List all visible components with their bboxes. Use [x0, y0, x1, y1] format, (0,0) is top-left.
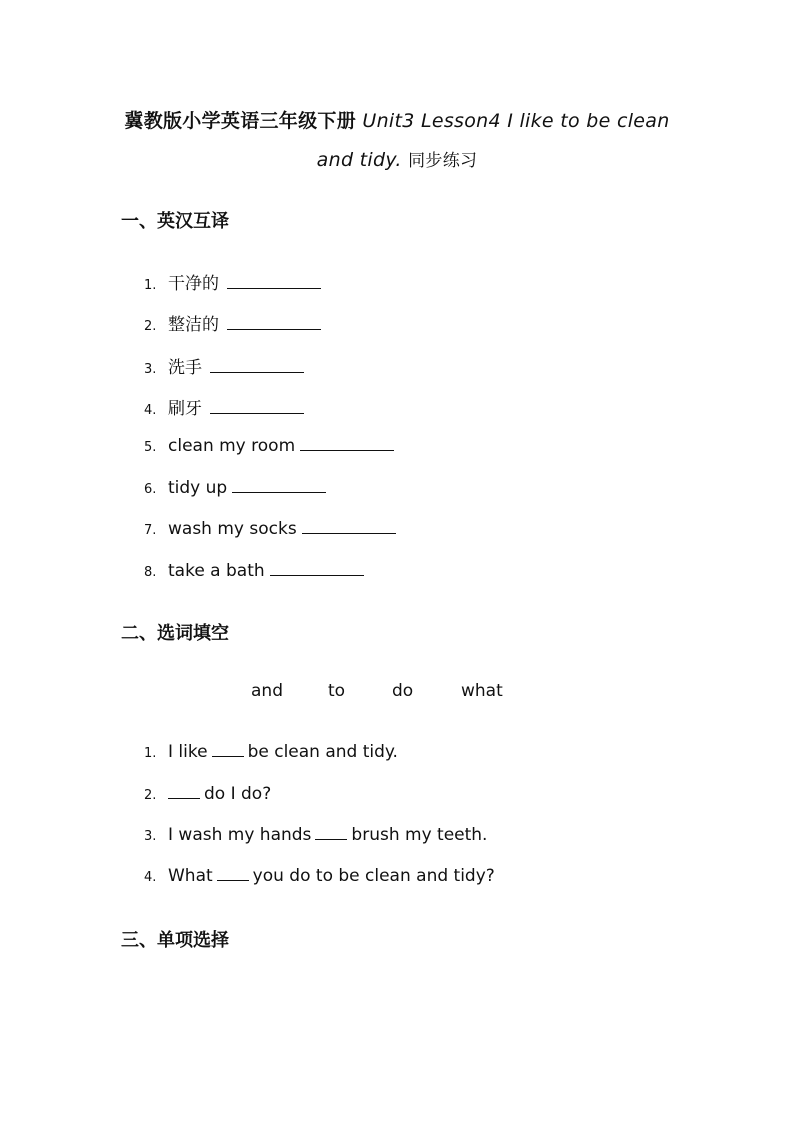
item-text: 洗手: [168, 358, 202, 378]
fill-blank-item: [144, 866, 495, 886]
item-text: take a bath: [168, 561, 265, 581]
translation-item: [144, 436, 394, 456]
item-text: 干净的: [168, 274, 219, 294]
section-1-heading: 一、英汉互译: [121, 211, 229, 232]
item-number: 6.: [144, 482, 157, 497]
answer-blank[interactable]: [212, 755, 244, 757]
item-text: clean my room: [168, 436, 296, 456]
fill-blank-item: [144, 742, 398, 762]
sentence-after: do I do?: [204, 784, 272, 804]
word-bank-item: to: [328, 681, 346, 701]
item-number: 4.: [144, 870, 157, 885]
item-text: wash my socks: [168, 519, 297, 539]
item-number: 7.: [144, 523, 157, 538]
answer-blank[interactable]: [217, 879, 249, 881]
item-number: 4.: [144, 403, 157, 418]
answer-blank[interactable]: [210, 412, 304, 414]
section-3-heading: 三、单项选择: [121, 930, 229, 951]
title-suffix: 同步练习: [408, 151, 478, 171]
item-number: 1.: [144, 746, 157, 761]
title-english-continued: and tidy.: [316, 149, 402, 171]
item-number: 3.: [144, 829, 157, 844]
item-text: 整洁的: [168, 315, 219, 335]
translation-item: [144, 394, 304, 419]
item-number: 1.: [144, 278, 157, 293]
answer-blank[interactable]: [270, 574, 364, 576]
translation-item: [144, 353, 304, 378]
word-bank-item: and: [251, 681, 283, 701]
answer-blank[interactable]: [227, 328, 321, 330]
sentence-after: be clean and tidy.: [247, 742, 398, 762]
sentence-before: I like: [168, 742, 208, 762]
word-bank-item: do: [392, 681, 414, 701]
item-number: 3.: [144, 362, 157, 377]
title-english: Unit3 Lesson4 I like to be clean: [362, 110, 670, 132]
item-number: 2.: [144, 319, 157, 334]
translation-item: [144, 310, 321, 335]
sentence-before: What: [168, 866, 213, 886]
fill-blank-item: [144, 784, 271, 804]
item-text: 刷牙: [168, 399, 202, 419]
translation-item: [144, 478, 326, 498]
item-number: 8.: [144, 565, 157, 580]
word-bank-item: what: [461, 681, 503, 701]
answer-blank[interactable]: [315, 838, 347, 840]
answer-blank[interactable]: [227, 287, 321, 289]
title-line-2: [0, 146, 794, 171]
answer-blank[interactable]: [168, 797, 200, 799]
sentence-after: you do to be clean and tidy?: [252, 866, 495, 886]
section-2-heading: 二、选词填空: [121, 623, 229, 644]
item-text: tidy up: [168, 478, 228, 498]
answer-blank[interactable]: [302, 532, 396, 534]
translation-item: [144, 519, 396, 539]
translation-item: [144, 561, 364, 581]
sentence-after: brush my teeth.: [351, 825, 488, 845]
sentence-before: I wash my hands: [168, 825, 312, 845]
answer-blank[interactable]: [210, 371, 304, 373]
title-chinese: 冀教版小学英语三年级下册: [124, 110, 357, 132]
fill-blank-item: [144, 825, 487, 845]
item-number: 2.: [144, 788, 157, 803]
answer-blank[interactable]: [300, 449, 394, 451]
item-number: 5.: [144, 440, 157, 455]
translation-item: [144, 269, 321, 294]
answer-blank[interactable]: [232, 491, 326, 493]
title-line-1: [0, 106, 794, 133]
